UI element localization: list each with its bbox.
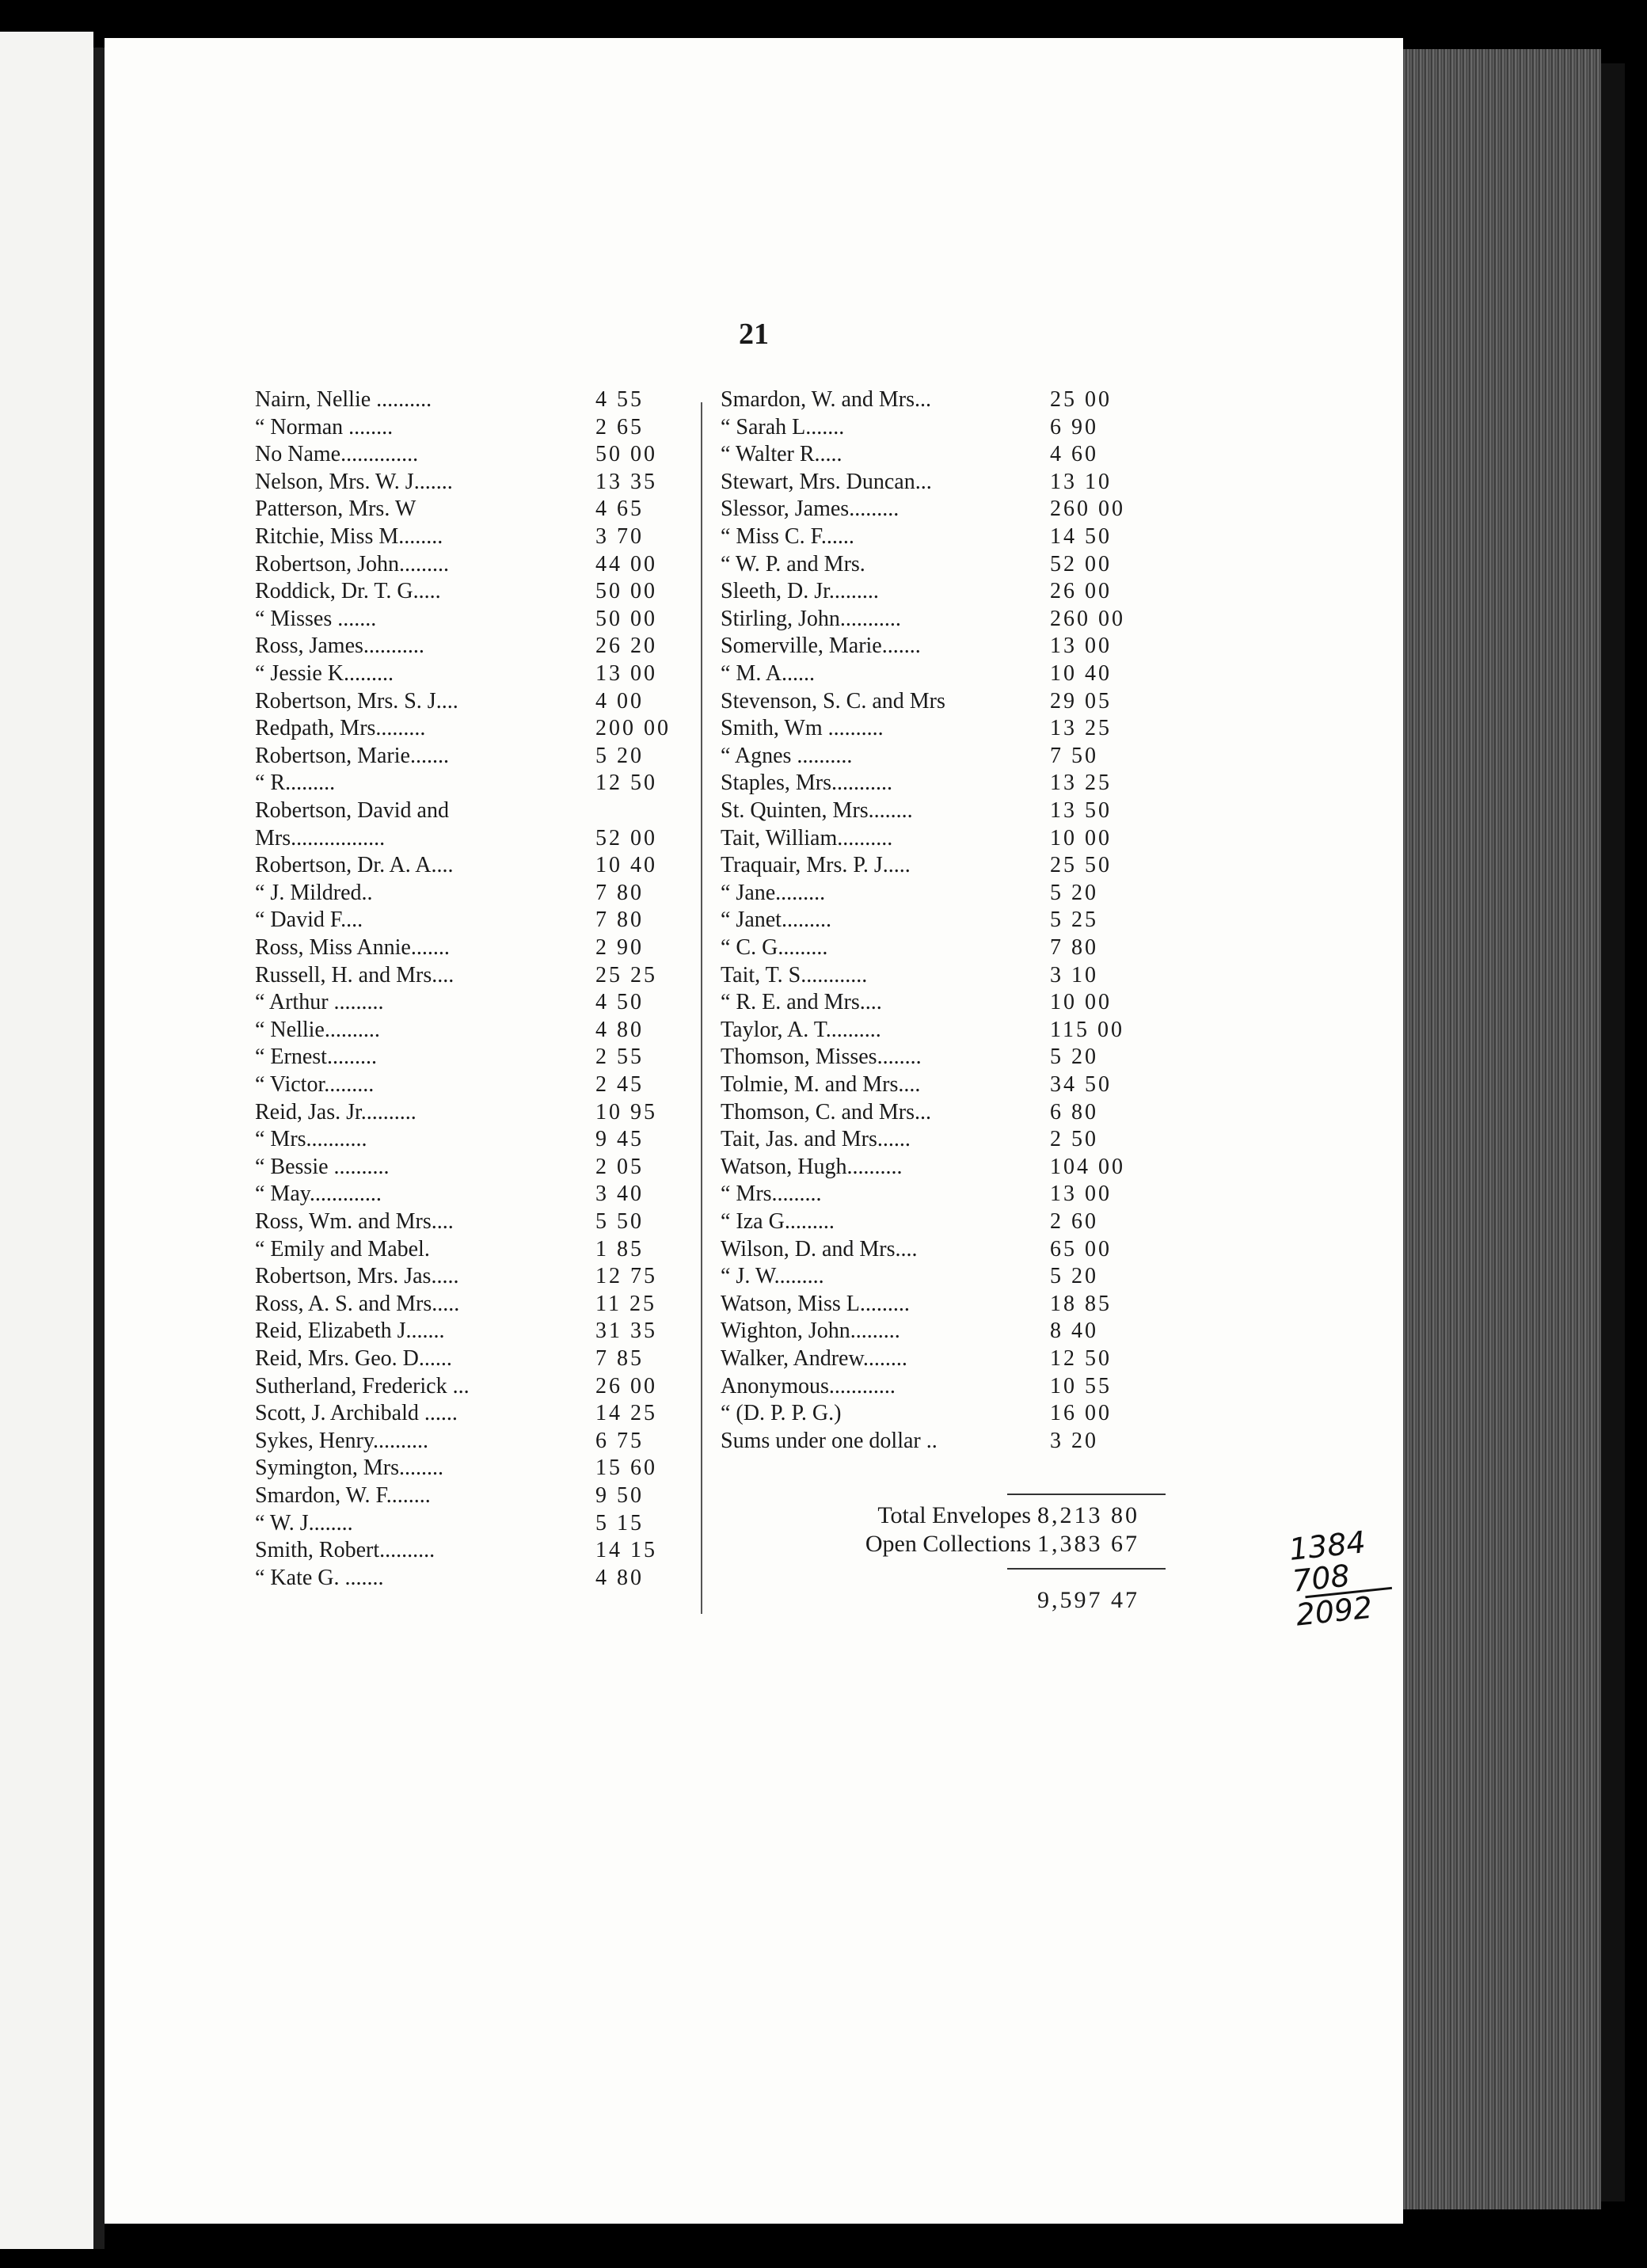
contribution-amount: 115 00 bbox=[1050, 1017, 1124, 1042]
contribution-amount: 4 55 bbox=[595, 387, 644, 412]
contributor-name: “ Walter R..... bbox=[721, 442, 843, 467]
contributor-name: “ J. Mildred.. bbox=[255, 880, 373, 905]
list-item bbox=[105, 1181, 1403, 1208]
contributor-name: “ May............. bbox=[255, 1182, 382, 1207]
list-item bbox=[105, 1428, 1403, 1455]
contributor-name: Robertson, Mrs. Jas..... bbox=[255, 1264, 459, 1289]
contributor-name: “ Victor......... bbox=[255, 1072, 375, 1097]
contributor-name: Tait, Jas. and Mrs...... bbox=[721, 1127, 911, 1152]
list-item bbox=[105, 1318, 1403, 1345]
contributor-name: “ J. W......... bbox=[721, 1264, 824, 1289]
list-item bbox=[105, 688, 1403, 715]
contribution-amount: 44 00 bbox=[595, 551, 657, 577]
contribution-amount: 10 40 bbox=[1050, 661, 1112, 686]
list-item bbox=[105, 825, 1403, 852]
contributor-name: “ Sarah L....... bbox=[721, 414, 845, 440]
contribution-amount: 13 00 bbox=[1050, 634, 1112, 659]
list-item bbox=[105, 880, 1403, 907]
handwritten-note-3: 2092 bbox=[1294, 1589, 1375, 1633]
contribution-amount: 200 00 bbox=[595, 716, 671, 741]
contribution-amount: 11 25 bbox=[595, 1291, 656, 1316]
contributor-name: Somerville, Marie....... bbox=[721, 634, 921, 659]
contribution-amount: 50 00 bbox=[595, 579, 657, 604]
contributor-name: Reid, Elizabeth J....... bbox=[255, 1319, 445, 1344]
contribution-amount: 9 45 bbox=[595, 1127, 644, 1152]
contribution-amount: 5 50 bbox=[595, 1209, 644, 1234]
list-item bbox=[105, 715, 1403, 742]
contribution-list bbox=[105, 38, 1403, 2224]
contributor-name: Thomson, C. and Mrs... bbox=[721, 1099, 931, 1124]
contributor-name: Nelson, Mrs. W. J....... bbox=[255, 469, 453, 494]
contributor-name: “ Emily and Mabel. bbox=[255, 1236, 430, 1261]
list-item bbox=[105, 606, 1403, 633]
page-number: 21 bbox=[739, 318, 769, 351]
contribution-amount: 10 95 bbox=[595, 1099, 657, 1124]
list-item bbox=[105, 907, 1403, 934]
contribution-amount: 12 50 bbox=[1050, 1346, 1112, 1371]
contributor-name: “ R. E. and Mrs.... bbox=[721, 990, 882, 1015]
contributor-name: “ Mrs......... bbox=[721, 1182, 822, 1207]
contribution-amount: 13 35 bbox=[595, 469, 657, 494]
contributor-name: “ Mrs........... bbox=[255, 1127, 367, 1152]
contribution-amount: 3 20 bbox=[1050, 1428, 1098, 1453]
contribution-amount: 4 50 bbox=[595, 990, 644, 1015]
list-item bbox=[105, 852, 1403, 879]
list-item bbox=[105, 1126, 1403, 1153]
contribution-amount: 5 20 bbox=[1050, 1045, 1098, 1070]
contribution-amount: 2 05 bbox=[595, 1154, 644, 1179]
open-collections-label: Open Collections bbox=[865, 1531, 1031, 1557]
list-item bbox=[105, 1208, 1403, 1235]
contributor-name: “ Ernest......... bbox=[255, 1045, 377, 1070]
contribution-amount: 5 20 bbox=[1050, 1264, 1098, 1289]
total-rule-bottom bbox=[1007, 1568, 1166, 1570]
contributor-name: Staples, Mrs........... bbox=[721, 771, 892, 796]
list-item bbox=[105, 1373, 1403, 1400]
contribution-amount: 5 20 bbox=[1050, 880, 1098, 905]
handwritten-note-2: 708 bbox=[1291, 1558, 1352, 1599]
contributor-name: “ W. P. and Mrs. bbox=[721, 551, 865, 577]
list-item bbox=[105, 523, 1403, 550]
contributor-name: “ Arthur ......... bbox=[255, 990, 384, 1015]
contribution-amount: 65 00 bbox=[1050, 1236, 1112, 1261]
contribution-amount: 10 00 bbox=[1050, 825, 1112, 850]
list-item bbox=[105, 496, 1403, 523]
contributor-name: Roddick, Dr. T. G..... bbox=[255, 579, 441, 604]
contributor-name: Reid, Mrs. Geo. D...... bbox=[255, 1346, 452, 1371]
contribution-amount: 4 00 bbox=[595, 688, 644, 714]
contributor-name: “ Nellie.......... bbox=[255, 1017, 380, 1042]
list-item bbox=[105, 386, 1403, 413]
contributor-name: Robertson, John......... bbox=[255, 551, 449, 577]
contributor-name: “ Bessie .......... bbox=[255, 1154, 390, 1179]
contribution-amount: 25 25 bbox=[595, 962, 657, 987]
contributor-name: Smith, Wm .......... bbox=[721, 716, 884, 741]
contribution-amount: 7 50 bbox=[1050, 743, 1098, 768]
contributor-name: Nairn, Nellie .......... bbox=[255, 387, 432, 412]
handwritten-sum bbox=[1288, 1520, 1432, 1631]
contributor-name: “ David F.... bbox=[255, 908, 363, 933]
contributor-name: Scott, J. Archibald ...... bbox=[255, 1401, 458, 1426]
list-item bbox=[105, 1099, 1403, 1126]
contributor-name: “ Kate G. ....... bbox=[255, 1565, 384, 1590]
list-item bbox=[105, 469, 1403, 496]
contribution-amount: 1 85 bbox=[595, 1236, 644, 1261]
contributor-name: Sums under one dollar .. bbox=[721, 1428, 938, 1453]
contributor-name: Walker, Andrew........ bbox=[721, 1346, 907, 1371]
list-item bbox=[105, 1565, 1403, 1592]
contribution-amount: 2 90 bbox=[595, 935, 644, 960]
contribution-amount: 25 50 bbox=[1050, 853, 1112, 878]
contributor-name: Tait, William.......... bbox=[721, 825, 893, 850]
list-item bbox=[105, 1044, 1403, 1071]
contribution-amount: 52 00 bbox=[595, 825, 657, 850]
contribution-amount: 4 80 bbox=[595, 1565, 644, 1590]
contributor-name: Smardon, W. F........ bbox=[255, 1483, 431, 1508]
contributor-name: Robertson, Mrs. S. J.... bbox=[255, 688, 458, 714]
contribution-amount: 5 25 bbox=[1050, 908, 1098, 933]
contribution-amount: 5 15 bbox=[595, 1510, 644, 1535]
contribution-amount: 15 60 bbox=[595, 1456, 657, 1481]
contributor-name: Wilson, D. and Mrs.... bbox=[721, 1236, 918, 1261]
contribution-amount: 7 80 bbox=[595, 880, 644, 905]
contribution-amount: 52 00 bbox=[1050, 551, 1112, 577]
contribution-amount: 260 00 bbox=[1050, 497, 1125, 522]
contributor-name: Mrs................. bbox=[255, 825, 386, 850]
list-item bbox=[105, 1345, 1403, 1372]
contributor-name: Anonymous............ bbox=[721, 1373, 896, 1398]
left-page-edge bbox=[0, 32, 93, 2249]
contributor-name: Robertson, Dr. A. A.... bbox=[255, 853, 454, 878]
contribution-amount: 5 20 bbox=[595, 743, 644, 768]
contribution-amount: 14 15 bbox=[595, 1538, 657, 1563]
list-item bbox=[105, 1263, 1403, 1290]
contribution-amount: 9 50 bbox=[595, 1483, 644, 1508]
contribution-amount: 10 00 bbox=[1050, 990, 1112, 1015]
contribution-amount: 13 25 bbox=[1050, 716, 1112, 741]
contribution-amount: 3 10 bbox=[1050, 962, 1098, 987]
list-item bbox=[105, 1455, 1403, 1482]
contribution-amount: 13 00 bbox=[595, 661, 657, 686]
contribution-amount: 14 50 bbox=[1050, 524, 1112, 549]
contribution-amount: 3 40 bbox=[595, 1182, 644, 1207]
contributor-name: Redpath, Mrs......... bbox=[255, 716, 426, 741]
contribution-amount: 12 75 bbox=[595, 1264, 657, 1289]
contribution-amount: 25 00 bbox=[1050, 387, 1112, 412]
contributor-name: “ Jessie K......... bbox=[255, 661, 394, 686]
contribution-amount: 2 50 bbox=[1050, 1127, 1098, 1152]
total-envelopes-value: 8,213 80 bbox=[1037, 1502, 1139, 1528]
contributor-name: “ (D. P. P. G.) bbox=[721, 1401, 842, 1426]
contribution-amount: 260 00 bbox=[1050, 606, 1125, 631]
contributor-name: Smardon, W. and Mrs... bbox=[721, 387, 931, 412]
contribution-amount: 2 55 bbox=[595, 1045, 644, 1070]
contributor-name: Ross, A. S. and Mrs..... bbox=[255, 1291, 460, 1316]
list-item bbox=[105, 1400, 1403, 1427]
total-rule-top bbox=[1007, 1494, 1166, 1495]
contributor-name: Robertson, David and bbox=[255, 798, 449, 823]
contributor-name: “ R......... bbox=[255, 771, 336, 796]
open-collections-value: 1,383 67 bbox=[1037, 1531, 1139, 1557]
contributor-name: Slessor, James......... bbox=[721, 497, 900, 522]
contribution-amount: 29 05 bbox=[1050, 688, 1112, 714]
contributor-name: Stevenson, S. C. and Mrs bbox=[721, 688, 945, 714]
contributor-name: Symington, Mrs........ bbox=[255, 1456, 444, 1481]
list-item bbox=[105, 551, 1403, 578]
list-item bbox=[105, 441, 1403, 468]
contributor-name: Tait, T. S............ bbox=[721, 962, 868, 987]
contributor-name: Wighton, John......... bbox=[721, 1319, 900, 1344]
contribution-amount: 50 00 bbox=[595, 442, 657, 467]
contributor-name: “ Janet......... bbox=[721, 908, 831, 933]
contribution-amount: 7 80 bbox=[1050, 935, 1098, 960]
contribution-amount: 13 50 bbox=[1050, 798, 1112, 823]
page-stack-edges bbox=[1403, 49, 1601, 2209]
contribution-amount: 34 50 bbox=[1050, 1072, 1112, 1097]
contribution-amount: 6 90 bbox=[1050, 414, 1098, 440]
contributor-name: Ross, Miss Annie....... bbox=[255, 935, 450, 960]
contribution-amount: 6 80 bbox=[1050, 1099, 1098, 1124]
contribution-amount: 26 00 bbox=[1050, 579, 1112, 604]
list-item bbox=[105, 414, 1403, 441]
contributor-name: Watson, Miss L......... bbox=[721, 1291, 910, 1316]
book-page bbox=[105, 38, 1403, 2224]
contributor-name: “ W. J........ bbox=[255, 1510, 353, 1535]
contributor-name: “ M. A...... bbox=[721, 661, 815, 686]
contributor-name: Traquair, Mrs. P. J..... bbox=[721, 853, 911, 878]
contributor-name: Sykes, Henry.......... bbox=[255, 1428, 429, 1453]
list-item bbox=[105, 633, 1403, 660]
contributor-name: “ Miss C. F...... bbox=[721, 524, 854, 549]
list-item bbox=[105, 578, 1403, 605]
total-envelopes-label: Total Envelopes bbox=[877, 1502, 1031, 1528]
book-gutter bbox=[93, 48, 105, 2249]
contributor-name: “ Agnes .......... bbox=[721, 743, 853, 768]
list-item bbox=[105, 1071, 1403, 1098]
contribution-amount: 26 00 bbox=[595, 1373, 657, 1398]
contribution-amount: 13 10 bbox=[1050, 469, 1112, 494]
list-item bbox=[105, 934, 1403, 961]
list-item bbox=[105, 1291, 1403, 1318]
contribution-amount: 3 70 bbox=[595, 524, 644, 549]
contribution-amount: 31 35 bbox=[595, 1319, 657, 1344]
contribution-amount: 4 65 bbox=[595, 497, 644, 522]
list-item bbox=[105, 1154, 1403, 1181]
list-item bbox=[105, 989, 1403, 1016]
contributor-name: No Name.............. bbox=[255, 442, 419, 467]
contributor-name: St. Quinten, Mrs........ bbox=[721, 798, 913, 823]
contribution-amount: 104 00 bbox=[1050, 1154, 1125, 1179]
list-item bbox=[105, 797, 1403, 824]
list-item bbox=[105, 962, 1403, 989]
contributor-name: “ Jane......... bbox=[721, 880, 826, 905]
book-cover-edge bbox=[1601, 63, 1625, 2201]
contributor-name: Watson, Hugh.......... bbox=[721, 1154, 903, 1179]
contributor-name: Robertson, Marie....... bbox=[255, 743, 449, 768]
contributor-name: Stirling, John........... bbox=[721, 606, 901, 631]
contribution-amount: 13 25 bbox=[1050, 771, 1112, 796]
contribution-amount: 13 00 bbox=[1050, 1182, 1112, 1207]
contributor-name: Thomson, Misses........ bbox=[721, 1045, 922, 1070]
handwritten-note-1: 1384 bbox=[1287, 1524, 1367, 1567]
list-item bbox=[105, 660, 1403, 687]
contribution-amount: 10 40 bbox=[595, 853, 657, 878]
contributor-name: Sutherland, Frederick ... bbox=[255, 1373, 470, 1398]
contribution-amount: 2 65 bbox=[595, 414, 644, 440]
grand-total: 9,597 47 bbox=[1037, 1587, 1139, 1613]
contribution-amount: 2 45 bbox=[595, 1072, 644, 1097]
contributor-name: Stewart, Mrs. Duncan... bbox=[721, 469, 932, 494]
contribution-amount: 7 85 bbox=[595, 1346, 644, 1371]
contribution-amount: 12 50 bbox=[595, 771, 657, 796]
contribution-amount: 8 40 bbox=[1050, 1319, 1098, 1344]
contribution-amount: 7 80 bbox=[595, 908, 644, 933]
list-item bbox=[105, 770, 1403, 797]
contribution-amount: 18 85 bbox=[1050, 1291, 1112, 1316]
contributor-name: Tolmie, M. and Mrs.... bbox=[721, 1072, 921, 1097]
contributor-name: Sleeth, D. Jr......... bbox=[721, 579, 879, 604]
contribution-amount: 10 55 bbox=[1050, 1373, 1112, 1398]
contributor-name: Ross, Wm. and Mrs.... bbox=[255, 1209, 454, 1234]
contribution-amount: 16 00 bbox=[1050, 1401, 1112, 1426]
contributor-name: Smith, Robert.......... bbox=[255, 1538, 436, 1563]
contribution-amount: 26 20 bbox=[595, 634, 657, 659]
contribution-amount: 6 75 bbox=[595, 1428, 644, 1453]
list-item bbox=[105, 1236, 1403, 1263]
contributor-name: “ Misses ....... bbox=[255, 606, 377, 631]
contributor-name: Ritchie, Miss M........ bbox=[255, 524, 443, 549]
contribution-amount: 14 25 bbox=[595, 1401, 657, 1426]
list-item bbox=[105, 743, 1403, 770]
contributor-name: “ C. G......... bbox=[721, 935, 828, 960]
contributor-name: Reid, Jas. Jr.......... bbox=[255, 1099, 417, 1124]
contribution-amount: 50 00 bbox=[595, 606, 657, 631]
contributor-name: “ Norman ........ bbox=[255, 414, 394, 440]
contributor-name: Ross, James........... bbox=[255, 634, 424, 659]
contribution-amount: 2 60 bbox=[1050, 1209, 1098, 1234]
contributor-name: Patterson, Mrs. W bbox=[255, 497, 417, 522]
contributor-name: Russell, H. and Mrs.... bbox=[255, 962, 455, 987]
contributor-name: “ Iza G......... bbox=[721, 1209, 835, 1234]
contributor-name: Taylor, A. T.......... bbox=[721, 1017, 881, 1042]
list-item bbox=[105, 1017, 1403, 1044]
contribution-amount: 4 60 bbox=[1050, 442, 1098, 467]
contribution-amount: 4 80 bbox=[595, 1017, 644, 1042]
